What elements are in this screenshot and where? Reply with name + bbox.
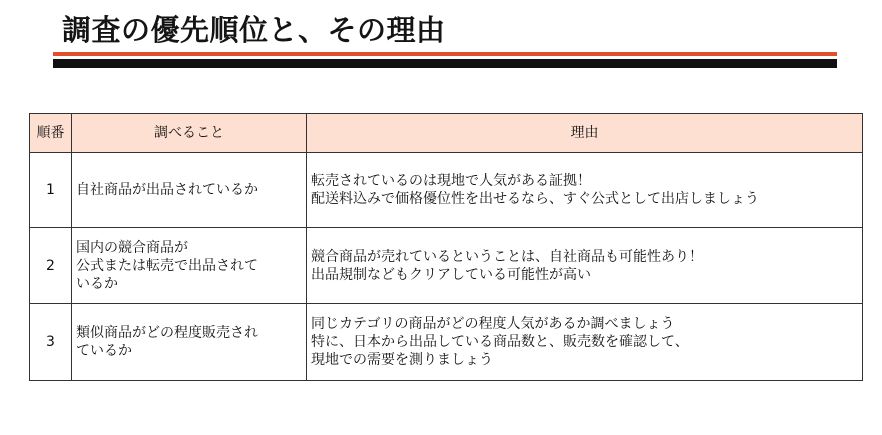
reason-line: 現地での需要を測りましょう <box>311 352 493 368</box>
header-reason: 理由 <box>307 114 863 153</box>
row-number: 2 <box>30 228 72 304</box>
check-item-line: 公式または転売で出品されて <box>76 257 258 274</box>
title-underline-dark <box>53 59 837 68</box>
table-row <box>30 304 863 381</box>
table-row <box>30 153 863 228</box>
row-check-item <box>72 304 307 381</box>
title-underline-accent <box>53 52 837 56</box>
check-item-line: ているか <box>76 343 132 359</box>
check-item-line: 類似商品がどの程度販売され <box>76 325 258 341</box>
table-row <box>30 228 863 304</box>
row-check-item <box>72 228 307 304</box>
reason-line: 競合商品が売れているということは、自社商品も可能性あり！ <box>311 248 703 265</box>
header-what-to-check: 調べること <box>72 114 307 153</box>
table-header-row <box>30 114 863 153</box>
check-item-line: 自社商品が出品されているか <box>76 182 258 198</box>
check-item-line: 国内の競合商品が <box>76 239 188 256</box>
row-reason <box>307 304 863 381</box>
page-title: 調査の優先順位と、その理由 <box>62 13 446 47</box>
reason-line: 配送料込みで価格優位性を出せるなら、すぐ公式として出店しましょう <box>311 191 759 207</box>
header-order: 順番 <box>30 114 72 153</box>
row-reason <box>307 153 863 228</box>
row-check-item <box>72 153 307 228</box>
row-number: 1 <box>30 153 72 228</box>
reason-line: 同じカテゴリの商品がどの程度人気があるか調べましょう <box>311 316 675 332</box>
reason-line: 出品規制などもクリアしている可能性が高い <box>311 266 591 283</box>
row-number: 3 <box>30 304 72 381</box>
reason-line: 転売されているのは現地で人気がある証拠！ <box>311 173 591 189</box>
reason-line: 特に、日本から出品している商品数と、販売数を確認して、 <box>311 334 689 350</box>
check-item-line: いるか <box>76 275 118 292</box>
row-reason <box>307 228 863 304</box>
priority-table <box>29 113 863 381</box>
